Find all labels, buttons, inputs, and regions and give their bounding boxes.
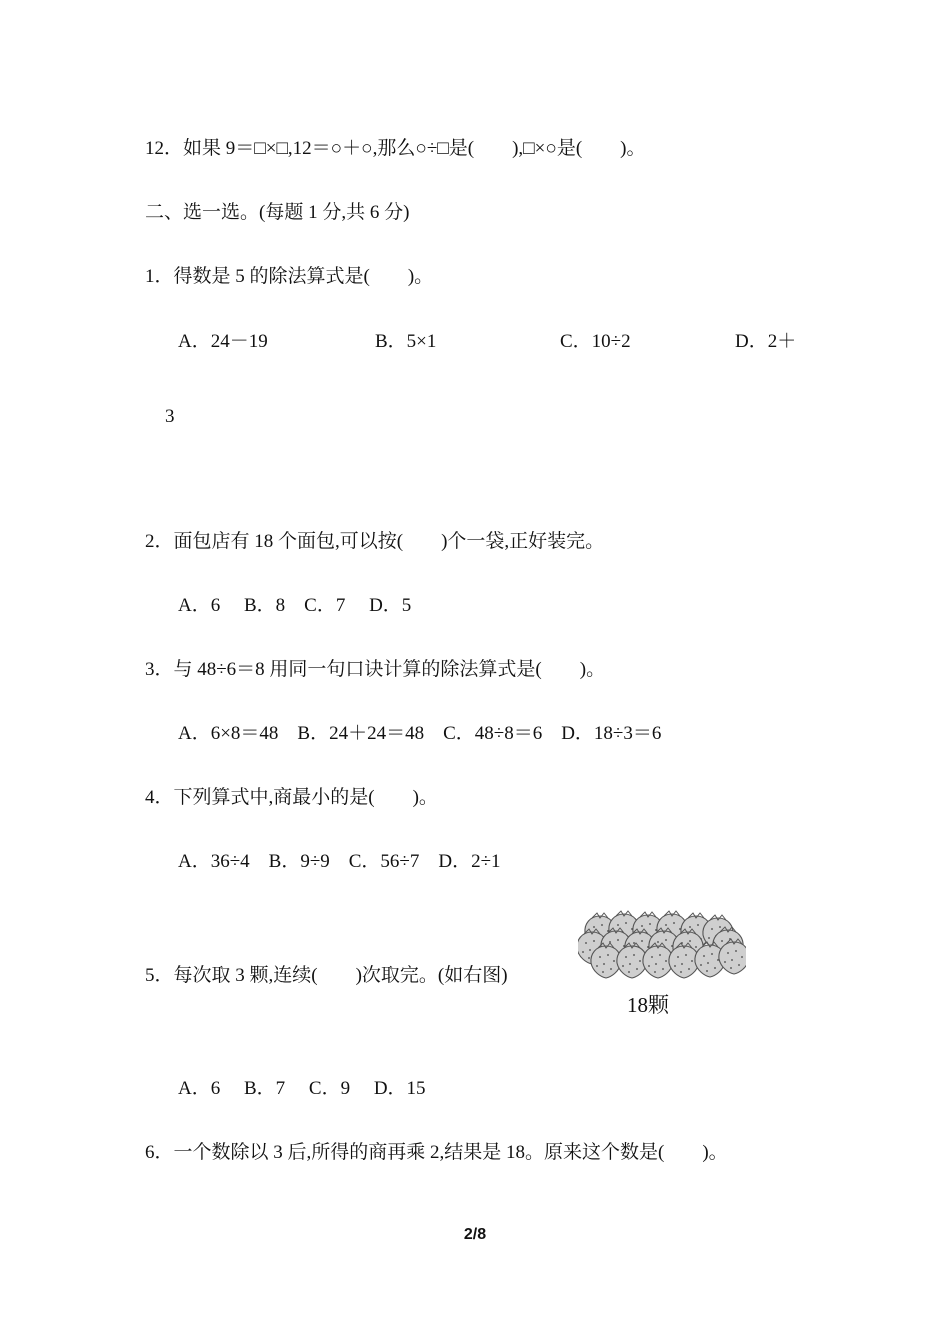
question-12: 12．如果 9＝□×□,12＝○＋○,那么○÷□是( ),□×○是( )。 bbox=[145, 138, 646, 159]
question-6: 6．一个数除以 3 后,所得的商再乘 2,结果是 18。原来这个数是( )。 bbox=[145, 1142, 728, 1163]
q3-options: A．6×8＝48 B．24＋24＝48 C．48÷8＝6 D．18÷3＝6 bbox=[178, 723, 662, 744]
q1-option-d-wrap: 3 bbox=[165, 406, 175, 427]
question-2: 2．面包店有 18 个面包,可以按( )个一袋,正好装完。 bbox=[145, 531, 605, 552]
q1-option-c: C．10÷2 bbox=[560, 331, 631, 352]
q1-option-d: D．2＋ bbox=[735, 331, 797, 352]
page-number: 2/8 bbox=[463, 1226, 487, 1243]
q5-options: A．6 B．7 C．9 D．15 bbox=[178, 1078, 426, 1099]
strawberries-count-label: 18颗 bbox=[627, 993, 669, 1017]
section-2-title: 二、选一选。(每题 1 分,共 6 分) bbox=[145, 202, 410, 223]
question-5: 5．每次取 3 颗,连续( )次取完。(如右图) bbox=[145, 965, 508, 986]
q4-options: A．36÷4 B．9÷9 C．56÷7 D．2÷1 bbox=[178, 851, 501, 872]
q1-option-a: A．24－19 bbox=[178, 331, 268, 352]
q1-option-b: B．5×1 bbox=[375, 331, 437, 352]
question-4: 4．下列算式中,商最小的是( )。 bbox=[145, 787, 438, 808]
q2-options: A．6 B．8 C．7 D．5 bbox=[178, 595, 412, 616]
question-1: 1．得数是 5 的除法算式是( )。 bbox=[145, 266, 434, 287]
question-3: 3．与 48÷6＝8 用同一句口诀计算的除法算式是( )。 bbox=[145, 659, 606, 680]
